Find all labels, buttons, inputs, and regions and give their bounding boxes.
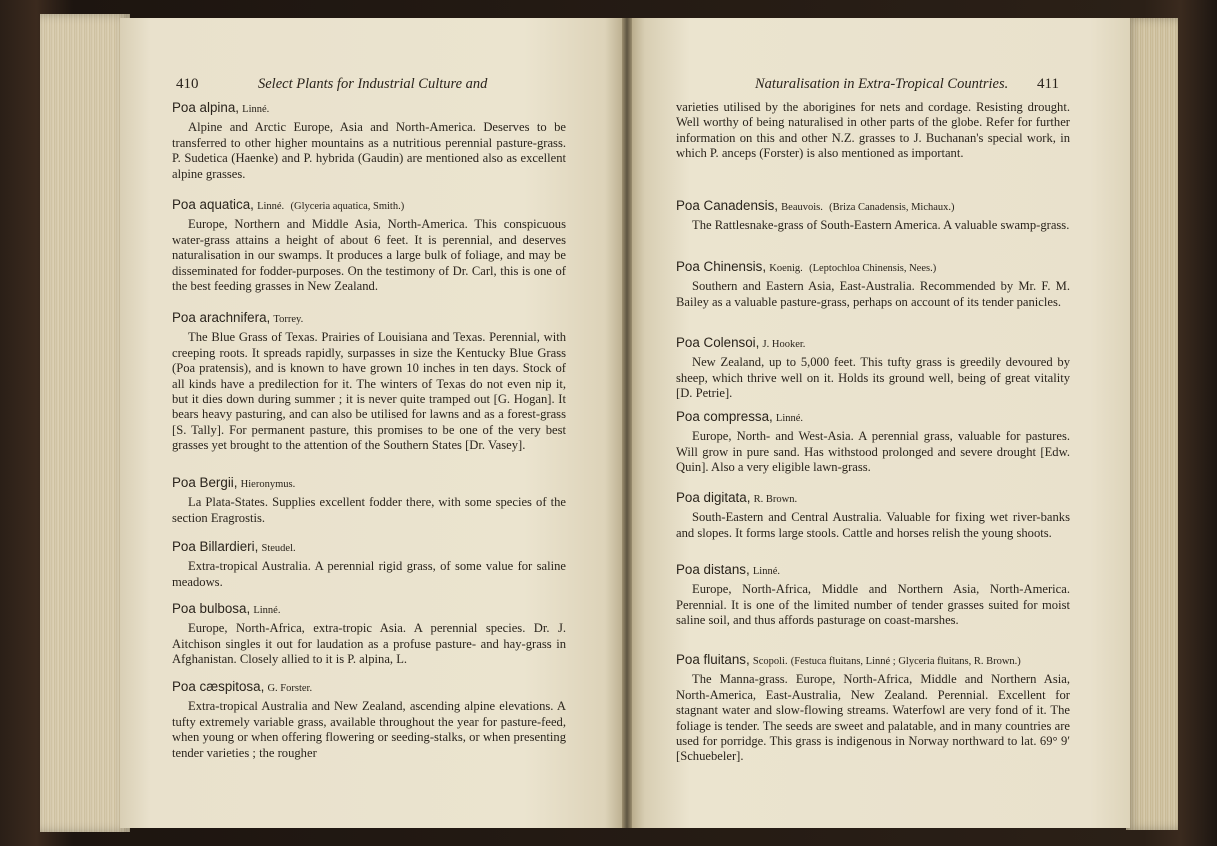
entry-authority: Beauvois.	[781, 202, 823, 213]
entry-poa-colensoi	[676, 335, 1070, 402]
entry-authority: Linné.	[752, 566, 780, 577]
entry-poa-bergii	[172, 475, 566, 526]
right-column	[676, 259, 1070, 310]
entry-name: Poa distans,	[676, 562, 750, 577]
entry-authority: Linné.	[257, 201, 285, 212]
entry-name: Poa arachnifera,	[172, 310, 271, 325]
right-column	[676, 198, 1070, 234]
left-page-number	[176, 76, 199, 93]
right-column	[676, 652, 1070, 765]
page-number: 411	[1037, 76, 1059, 92]
entry-authority: Linné.	[253, 605, 281, 616]
right-column	[676, 562, 1070, 629]
entry-body: Extra-tropical Australia and New Zealand, ascending alpine elevations. A tufty extremely variable grass, available throughout the year for pasture-feed, when young or when offering flowering or seeding-stalks, or when presenting tender varieties ; the rougher	[172, 699, 566, 760]
left-column	[172, 197, 566, 294]
entry-body: Alpine and Arctic Europe, Asia and North-America. Deserves to be transferred to other higher mountains as a nutritious perennial pasture-grass. P. Sudetica (Haenke) and P. hybrida (Gaudin) are mentioned also as excellent alpine grasses.	[172, 120, 566, 181]
entry-name: Poa cæspitosa,	[172, 679, 265, 694]
entry-authority: Koenig.	[769, 263, 803, 274]
entry-body: Europe, North-Africa, Middle and Northern Asia, North-America. Perennial. It is one of the limited number of tender grasses suited for moist saline soil, and thus affords pasturage on coast-marshes.	[676, 582, 1070, 628]
entry-poa-digitata	[676, 490, 1070, 541]
right-running-title	[755, 76, 1008, 93]
entry-name: Poa Billardieri,	[172, 539, 259, 554]
entry-body: La Plata-States. Supplies excellent fodder there, with some species of the section Eragrostis.	[172, 495, 566, 525]
entry-body: The Blue Grass of Texas. Prairies of Louisiana and Texas. Perennial, with creeping roots. It spreads rapidly, surpasses in size the Kentucky Blue Grass (Poa pratensis), and is known to have grown 10 inches in ten days. Stock of all kinds have a predilection for it. The winters of Texas do not even nip it, but it dies down during summer ; it is never quite tramped out [G. Hogan]. It bears heavy pasturing, and can also be utilised for lawns and as a forest-grass [S. Tally]. For permanent pasture, this promises to be one of the very best grasses yet brought to the attention of the Southern States [Dr. Vasey].	[172, 330, 566, 453]
right-column	[676, 100, 1070, 162]
left-column	[172, 100, 566, 182]
entry-poa-fluitans	[676, 652, 1070, 765]
entry-synonym: (Glyceria aquatica, Smith.)	[290, 201, 405, 212]
entry-poa-bulbosa	[172, 601, 566, 668]
entry-name: Poa digitata,	[676, 490, 751, 505]
entry-synonym: (Festuca fluitans, Linné ; Glyceria fluitans, R. Brown.)	[790, 656, 1021, 667]
entry-authority: G. Forster.	[267, 683, 313, 694]
entry-poa-alpina	[172, 100, 566, 182]
entry-body: Europe, North- and West-Asia. A perennial grass, valuable for pastures. Will grow in pure sand. Has withstood prolonged and severe drought [Edw. Quin]. Also a very eligible lawn-grass.	[676, 429, 1070, 475]
left-column	[172, 310, 566, 454]
entry-synonym: (Briza Canadensis, Michaux.)	[829, 202, 955, 213]
entry-authority: J. Hooker.	[762, 339, 806, 350]
left-column	[172, 679, 566, 761]
right-column	[676, 335, 1070, 402]
entry-poa-chinensis	[676, 259, 1070, 310]
entry-body: New Zealand, up to 5,000 feet. This tufty grass is greedily devoured by sheep, which thrive well on it. Holds its ground well, being of great vitality [D. Petrie].	[676, 355, 1070, 401]
entry-name: Poa Canadensis,	[676, 198, 778, 213]
entry-authority: Scopoli.	[752, 656, 788, 667]
entry-poa-arachnifera	[172, 310, 566, 454]
running-title: Select Plants for Industrial Culture and	[258, 76, 488, 92]
left-column	[172, 539, 566, 590]
right-page-edges	[1126, 18, 1178, 830]
entry-name: Poa Colensoi,	[676, 335, 760, 350]
entry-poa-compressa	[676, 409, 1070, 476]
entry-authority: Hieronymus.	[240, 479, 296, 490]
entry-name: Poa bulbosa,	[172, 601, 251, 616]
left-column	[172, 475, 566, 526]
entry-poa-caespitosa	[172, 679, 566, 761]
right-page-number	[1037, 76, 1059, 93]
entry-synonym: (Leptochloa Chinensis, Nees.)	[809, 263, 937, 274]
entry-body: South-Eastern and Central Australia. Valuable for fixing wet river-banks and slopes. It forms large stools. Cattle and horses relish the young shoots.	[676, 510, 1070, 540]
entry-authority: Torrey.	[273, 314, 304, 325]
page-number: 410	[176, 76, 199, 92]
entry-name: Poa fluitans,	[676, 652, 750, 667]
entry-body: Europe, North-Africa, extra-tropic Asia. A perennial species. Dr. J. Aitchison singles it out for laudation as a profuse pasture- and hay-grass in Afghanistan. Closely allied to it is P. alpina, L.	[172, 621, 566, 667]
entry-name: Poa Chinensis,	[676, 259, 767, 274]
entry-body: Southern and Eastern Asia, East-Australia. Recommended by Mr. F. M. Bailey as a valuable pasture-grass, perhaps on account of its tender panicles.	[676, 279, 1070, 309]
entry-poa-canadensis	[676, 198, 1070, 234]
left-column	[172, 601, 566, 668]
left-running-title	[258, 76, 487, 93]
right-column	[676, 490, 1070, 541]
entry-authority: R. Brown.	[753, 494, 798, 505]
entry-authority: Steudel.	[261, 543, 296, 554]
entry-poa-distans	[676, 562, 1070, 629]
continuation-text: varieties utilised by the aborigines for nets and cordage. Resisting drought. Well worthy of being naturalised in other parts of the globe. Refer for further information on this and other N.Z. grasses to J. Buchanan's special work, in which P. anceps (Forster) is also mentioned as important.	[676, 100, 1070, 161]
entry-body: The Manna-grass. Europe, North-Africa, Middle and Northern Asia, North-America, East-Australia, New Zealand. Perennial. Excellent for stagnant water and slow-flowing streams. Waterfowl are very fond of it. The foliage is tender. The seeds are sweet and palatable, and in many countries are used for porridge. This grass is indigenous in Norway northward to lat. 69° 9′ [Schuebeler].	[676, 672, 1070, 764]
book-gutter	[622, 18, 632, 828]
entry-name: Poa alpina,	[172, 100, 240, 115]
entry-poa-aquatica	[172, 197, 566, 294]
entry-body: The Rattlesnake-grass of South-Eastern America. A valuable swamp-grass.	[692, 218, 1070, 233]
right-column	[676, 409, 1070, 476]
running-title: Naturalisation in Extra-Tropical Countries.	[755, 76, 1009, 92]
entry-authority: Linné.	[775, 413, 804, 424]
entry-authority: Linné.	[242, 104, 270, 115]
entry-name: Poa compressa,	[676, 409, 773, 424]
left-page-edges	[40, 14, 130, 832]
entry-body: Europe, Northern and Middle Asia, North-America. This conspicuous water-grass attains a height of about 6 feet. It is perennial, and deserves naturalisation in our swamps. It produces a large bulk of foliage, and may be disseminated for fodder-purposes. On the testimony of Dr. Carl, this is one of the best feeding grasses in New Zealand.	[172, 217, 566, 294]
entry-name: Poa Bergii,	[172, 475, 238, 490]
entry-poa-billardieri	[172, 539, 566, 590]
entry-body: Extra-tropical Australia. A perennial rigid grass, of some value for saline meadows.	[172, 559, 566, 589]
entry-name: Poa aquatica,	[172, 197, 254, 212]
